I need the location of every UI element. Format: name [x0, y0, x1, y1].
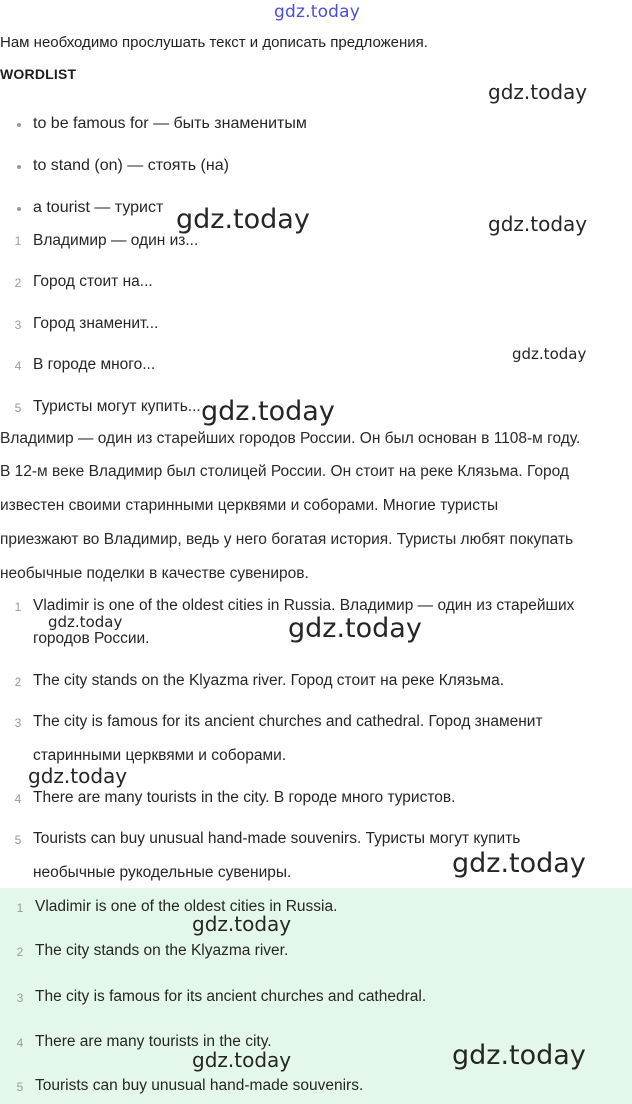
watermark: gdz.today — [452, 1040, 586, 1071]
translation-number: 4 — [14, 792, 22, 806]
wordlist-item — [33, 199, 163, 217]
watermark: gdz.today — [288, 613, 422, 644]
task-item: Город стоит на... — [33, 273, 153, 290]
task-item-number: 1 — [14, 234, 22, 248]
task-item: Владимир — один из... — [33, 232, 199, 249]
watermark: gdz.today — [28, 764, 128, 788]
wordlist-title: WORDLIST — [0, 66, 77, 82]
site-logo[interactable]: gdz.today — [274, 2, 361, 22]
wordlist-item — [33, 157, 229, 175]
wordlist-item-text: to stand (on) — стоять (на) — [33, 157, 229, 174]
watermark: gdz.today — [176, 204, 310, 235]
translation-line: There are many tourists in the city. В городе много туристов. — [33, 789, 456, 806]
translation-number: 1 — [14, 600, 22, 614]
answer-line: The city is famous for its ancient churches and cathedral. — [35, 988, 427, 1005]
answer-line: Vladimir is one of the oldest cities in Russia. — [35, 898, 338, 915]
watermark: gdz.today — [192, 1048, 292, 1072]
answer-number: 1 — [16, 901, 24, 915]
watermark: gdz.today — [488, 80, 588, 104]
answer-number: 5 — [16, 1080, 24, 1094]
translation-number: 5 — [14, 833, 22, 847]
translation-line: необычные рукодельные сувениры. — [33, 864, 292, 881]
answer-line: Tourists can buy unusual hand-made souvenirs. — [35, 1077, 364, 1094]
watermark: gdz.today — [48, 613, 123, 631]
task-item-number: 5 — [14, 401, 22, 415]
wordlist-item-text: to be famous for — быть знаменитым — [33, 115, 307, 132]
watermark: gdz.today — [488, 212, 588, 236]
translation-line: старинными церквями и соборами. — [33, 747, 287, 764]
task-intro: Нам необходимо прослушать текст и дописать предложения. — [0, 34, 428, 51]
watermark: gdz.today — [192, 912, 292, 936]
bullet-icon — [17, 207, 21, 211]
paragraph-line: приезжают во Владимир, ведь у него богатая история. Туристы любят покупать — [0, 531, 574, 548]
translation-line: The city stands on the Klyazma river. Город стоит на реке Клязьма. — [33, 672, 505, 689]
paragraph-line: необычные поделки в качестве сувениров. — [0, 565, 309, 582]
watermark: gdz.today — [512, 345, 587, 363]
translation-line: The city is famous for its ancient churches and cathedral. Город знаменит — [33, 713, 543, 730]
wordlist-item — [33, 115, 307, 133]
paragraph-line: В 12-м веке Владимир был столицей России. Он стоит на реке Клязьма. Город — [0, 463, 569, 480]
answer-number: 4 — [16, 1036, 24, 1050]
translation-number: 2 — [14, 675, 22, 689]
paragraph-line: известен своими старинными церквями и соборами. Многие туристы — [0, 497, 499, 514]
translation-line: городов России. — [33, 630, 150, 647]
task-item-number: 3 — [14, 318, 22, 332]
answer-line: There are many tourists in the city. — [35, 1033, 272, 1050]
watermark: gdz.today — [452, 848, 586, 879]
task-item-number: 4 — [14, 359, 22, 373]
wordlist-item-text: a tourist — турист — [33, 199, 164, 216]
translation-number: 3 — [14, 716, 22, 730]
translation-line: Vladimir is one of the oldest cities in Russia. Владимир — один из старейших — [33, 597, 575, 614]
task-item-number: 2 — [14, 276, 22, 290]
watermark: gdz.today — [201, 396, 335, 427]
answer-number: 3 — [16, 991, 24, 1005]
translation-line: Tourists can buy unusual hand-made souvenirs. Туристы могут купить — [33, 830, 521, 847]
bullet-icon — [17, 165, 21, 169]
task-item: Туристы могут купить... — [33, 398, 201, 415]
answer-line: The city stands on the Klyazma river. — [35, 942, 289, 959]
task-item: В городе много... — [33, 356, 156, 373]
task-item: Город знаменит... — [33, 315, 159, 332]
paragraph-line: Владимир — один из старейших городов России. Он был основан в 1108-м году. — [0, 430, 581, 447]
bullet-icon — [17, 123, 21, 127]
answer-number: 2 — [16, 945, 24, 959]
